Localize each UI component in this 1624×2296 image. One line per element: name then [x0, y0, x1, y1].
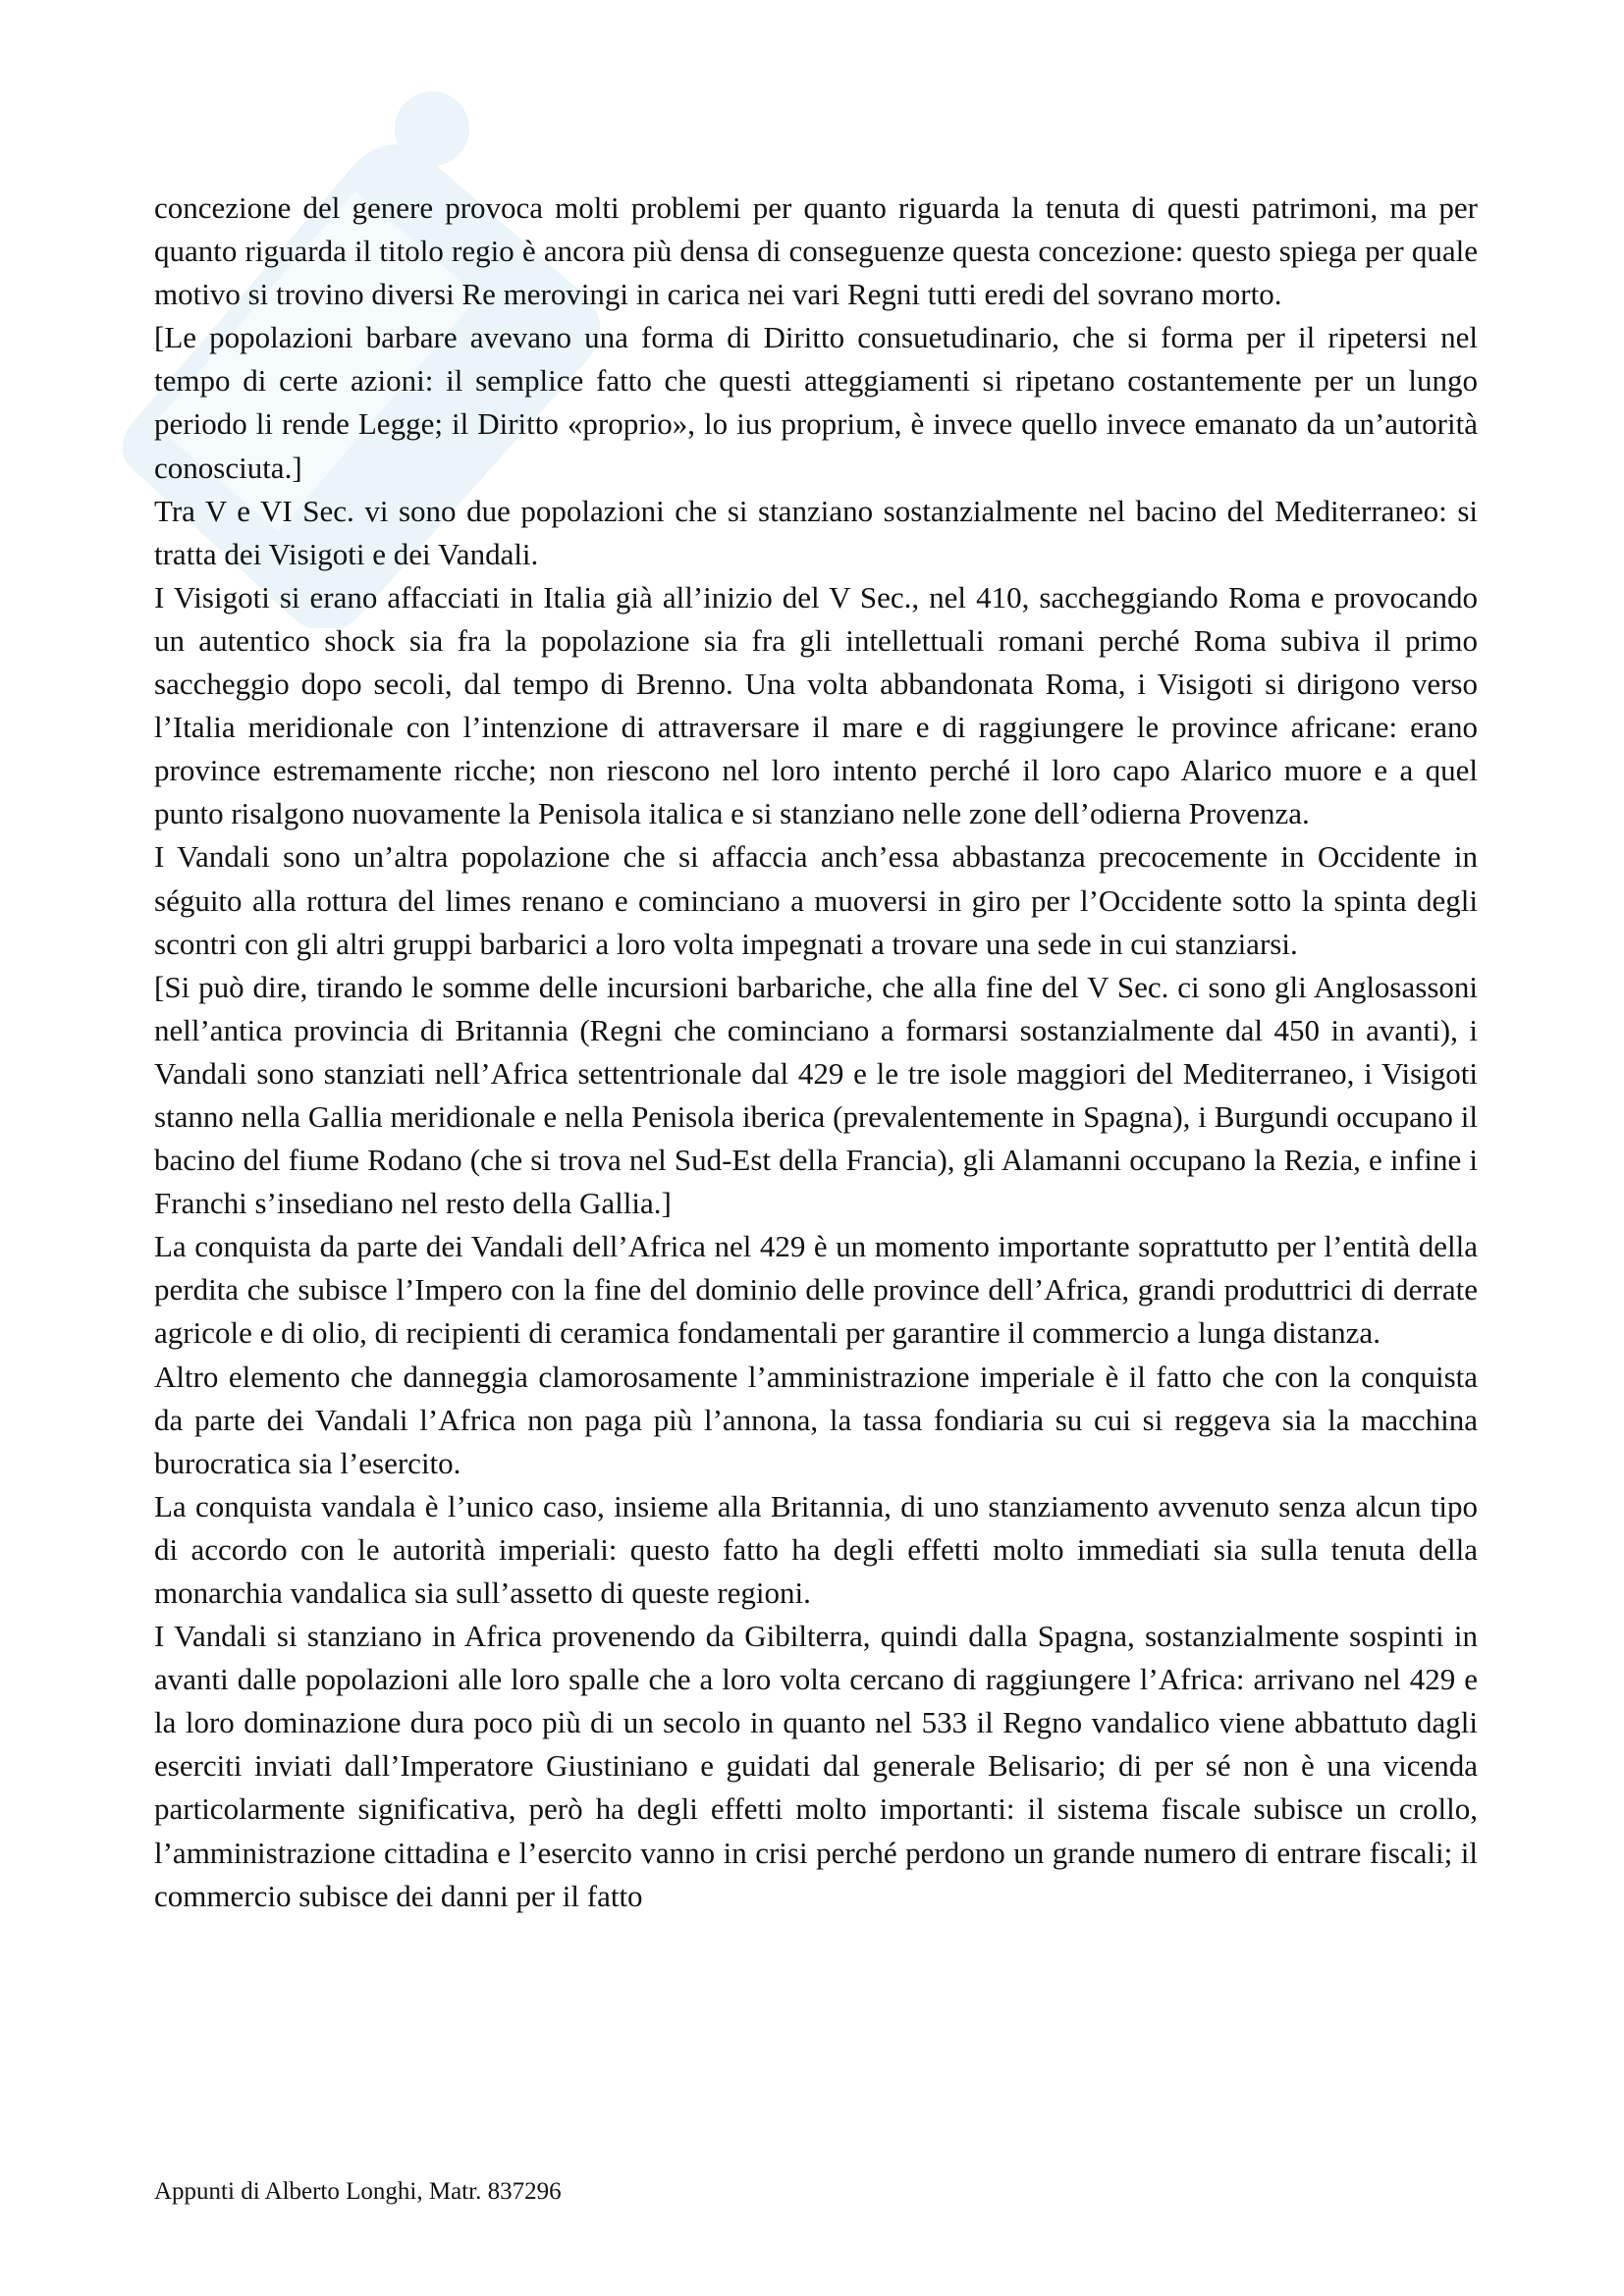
paragraph: I Visigoti si erano affacciati in Italia già all’inizio del V Sec., nel 410, saccheggiando Roma e provocando un autentico shock sia fra la popolazione sia fra gli intellettuali romani perché Roma subiva il primo saccheggio dopo secoli, dal tempo di Brenno. Una volta abbandonata Roma, i Visigoti si dirigono verso l’Italia meridionale con l’intenzione di attraversare il mare e di raggiungere le province africane: erano province estremamente ricche; non riescono nel loro intento perché il loro capo Alarico muore e a quel punto risalgono nuovamente la Penisola italica e si stanziano nelle zone dell’odierna Provenza. [154, 579, 1478, 831]
paragraph: [Le popolazioni barbare avevano una forma di Diritto consuetudinario, che si forma per il ripetersi nel tempo di certe azioni: il semplice fatto che questi atteggiamenti si ripetano costantemente per un lungo periodo li rende Legge; il Diritto «proprio», lo ius proprium, è invece quello invece emanato da un’autorità conosciuta.] [154, 320, 1478, 485]
document-body [154, 187, 1478, 1918]
page-footer: Appunti di Alberto Longhi, Matr. 837296 [154, 2178, 562, 2205]
paragraph: I Vandali sono un’altra popolazione che si affaccia anch’essa abbastanza precocemente in Occidente in séguito alla rottura del limes renano e cominciano a muoversi in giro per l’Occidente sotto la spinta degli scontri con gli altri gruppi barbarici a loro volta impegnati a trovare una sede in cui stanziarsi. [154, 839, 1478, 961]
paragraph: Altro elemento che danneggia clamorosamente l’amministrazione imperiale è il fatto che con la conquista da parte dei Vandali l’Africa non paga più l’annona, la tassa fondiaria su cui si reggeva sia la macchina burocratica sia l’esercito. [154, 1359, 1478, 1480]
paragraph: [Si può dire, tirando le somme delle incursioni barbariche, che alla fine del V Sec. ci sono gli Anglosassoni nell’antica provincia di Britannia (Regni che cominciano a formarsi sostanzialmente dal 450 in avanti), i Vandali sono stanziati nell’Africa settentrionale dal 429 e le tre isole maggiori del Mediterraneo, i Visigoti stanno nella Gallia meridionale e nella Penisola iberica (prevalentemente in Spagna), i Burgundi occupano il bacino del fiume Rodano (che si trova nel Sud-Est della Francia), gli Alamanni occupano la Rezia, e infine i Franchi s’insediano nel resto della Gallia.] [154, 969, 1478, 1221]
paragraph: Tra V e VI Sec. vi sono due popolazioni che si stanziano sostanzialmente nel bacino del Mediterraneo: si tratta dei Visigoti e dei Vandali. [154, 493, 1478, 571]
paragraph: La conquista vandala è l’unico caso, insieme alla Britannia, di uno stanziamento avvenuto senza alcun tipo di accordo con le autorità imperiali: questo fatto ha degli effetti molto immediati sia sulla tenuta della monarchia vandalica sia sull’assetto di queste regioni. [154, 1488, 1478, 1610]
paragraph: I Vandali si stanziano in Africa provenendo da Gibilterra, quindi dalla Spagna, sostanzialmente sospinti in avanti dalle popolazioni alle loro spalle che a loro volta cercano di raggiungere l’Africa: arrivano nel 429 e la loro dominazione dura poco più di un secolo in quanto nel 533 il Regno vandalico viene abbattuto dagli eserciti inviati dall’Imperatore Giustiniano e guidati dal generale Belisario; di per sé non è una vicenda particolarmente significativa, però ha degli effetti molto importanti: il sistema fiscale subisce un crollo, l’amministrazione cittadina e l’esercito vanno in crisi perché perdono un grande numero di entrare fiscali; il commercio subisce dei danni per il fatto [154, 1619, 1478, 1913]
paragraph: La conquista da parte dei Vandali dell’Africa nel 429 è un momento importante soprattutto per l’entità della perdita che subisce l’Impero con la fine del dominio delle province dell’Africa, grandi produttrici di derrate agricole e di olio, di recipienti di ceramica fondamentali per garantire il commercio a lunga distanza. [154, 1229, 1478, 1351]
paragraph: concezione del genere provoca molti problemi per quanto riguarda la tenuta di questi patrimoni, ma per quanto riguarda il titolo regio è ancora più densa di conseguenze questa concezione: questo spiega per quale motivo si trovino diversi Re merovingi in carica nei vari Regni tutti eredi del sovrano morto. [154, 190, 1478, 312]
